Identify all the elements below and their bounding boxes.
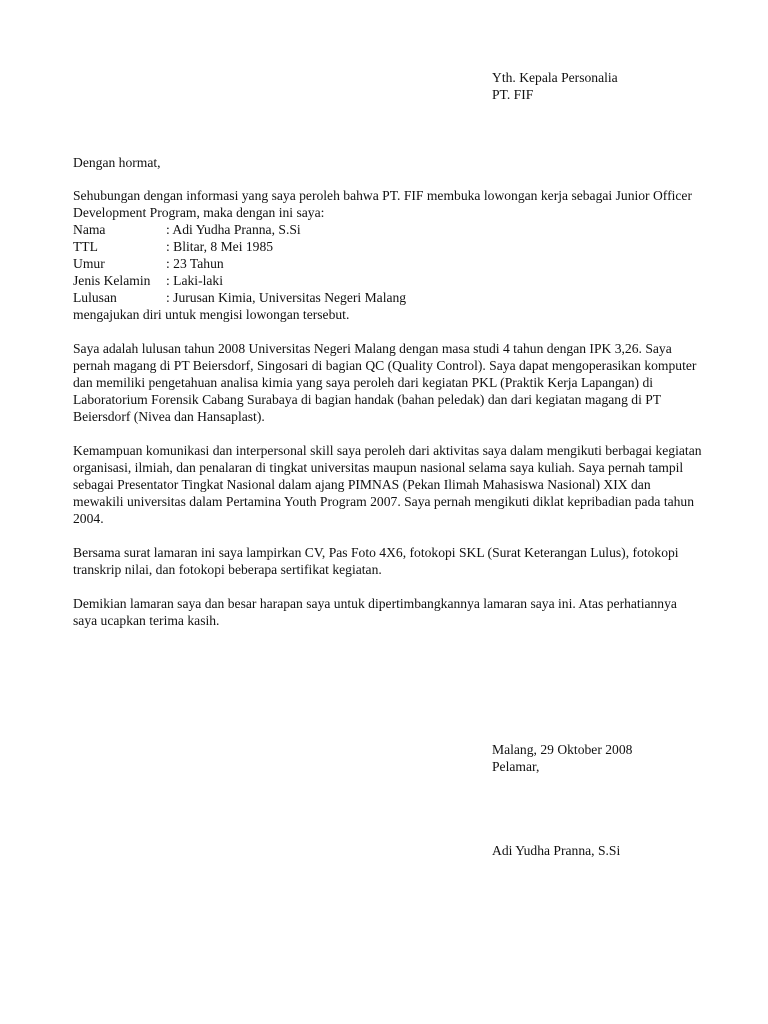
identity-list (73, 221, 703, 306)
attachments-paragraph: Bersama surat lamaran ini saya lampirkan CV, Pas Foto 4X6, fotokopi SKL (Surat Keterangan Lulus), fotokopi transkrip nilai, dan fotokopi beberapa sertifikat kegiatan. (73, 545, 679, 577)
identity-row-age (73, 255, 703, 272)
identity-row-gender (73, 272, 703, 289)
signature-block (492, 842, 752, 859)
addressee-company: PT. FIF (492, 87, 534, 102)
signature-name: Adi Yudha Pranna, S.Si (492, 843, 621, 858)
letter-body (73, 154, 703, 646)
addressee-block (492, 69, 752, 103)
identity-row-graduate (73, 289, 703, 306)
closing-block (492, 741, 752, 775)
identity-label: TTL (73, 239, 98, 254)
addressee-title: Yth. Kepala Personalia (492, 70, 618, 85)
identity-label: Nama (73, 222, 106, 237)
identity-label: Umur (73, 256, 105, 271)
identity-value: : Laki-laki (166, 273, 223, 288)
identity-label: Lulusan (73, 290, 117, 305)
identity-label: Jenis Kelamin (73, 273, 151, 288)
closing-paragraph: Demikian lamaran saya dan besar harapan saya untuk dipertimbangkannya lamaran saya ini. Atas perhatiannya saya ucapkan terima kasih. (73, 596, 677, 628)
identity-row-name (73, 221, 703, 238)
place-date: Malang, 29 Oktober 2008 (492, 742, 633, 757)
salutation: Dengan hormat, (73, 155, 161, 170)
identity-value: : 23 Tahun (166, 256, 224, 271)
identity-value: : Adi Yudha Pranna, S.Si (166, 222, 301, 237)
identity-row-ttl (73, 238, 703, 255)
intro-paragraph: Sehubungan dengan informasi yang saya peroleh bahwa PT. FIF membuka lowongan kerja sebagai Junior Officer Development Program, maka dengan ini saya: (73, 188, 692, 220)
applicant-role: Pelamar, (492, 759, 540, 774)
education-paragraph: Saya adalah lulusan tahun 2008 Universitas Negeri Malang dengan masa studi 4 tahun dengan IPK 3,26. Saya pernah magang di PT Beiersdorf, Singosari di bagian QC (Quality Control). Saya dapat mengoperasikan komputer dan memiliki pengetahuan analisa kimia yang saya peroleh dari kegiatan PKL (Praktik Kerja Lapangan) di Laboratorium Forensik Cabang Surabaya di bagian handak (bahan peledak) dan dari kegiatan magang di PT Beiersdorf (Nivea dan Hansaplast). (73, 341, 697, 424)
identity-value: : Jurusan Kimia, Universitas Negeri Malang (166, 290, 407, 305)
applying-statement: mengajukan diri untuk mengisi lowongan tersebut. (73, 307, 350, 322)
skills-paragraph: Kemampuan komunikasi dan interpersonal skill saya peroleh dari aktivitas saya dalam mengikuti berbagai kegiatan organisasi, ilmiah, dan penalaran di tingkat universitas maupun nasional selama saya kuliah. Saya pernah tampil sebagai Presentator Tingkat Nasional dalam ajang PIMNAS (Pekan Ilimah Mahasiswa Nasional) XIX dan mewakili universitas dalam Pertamina Youth Program 2007. Saya pernah mengikuti diklat kepribadian pada tahun 2004. (73, 443, 702, 526)
identity-value: : Blitar, 8 Mei 1985 (166, 239, 274, 254)
